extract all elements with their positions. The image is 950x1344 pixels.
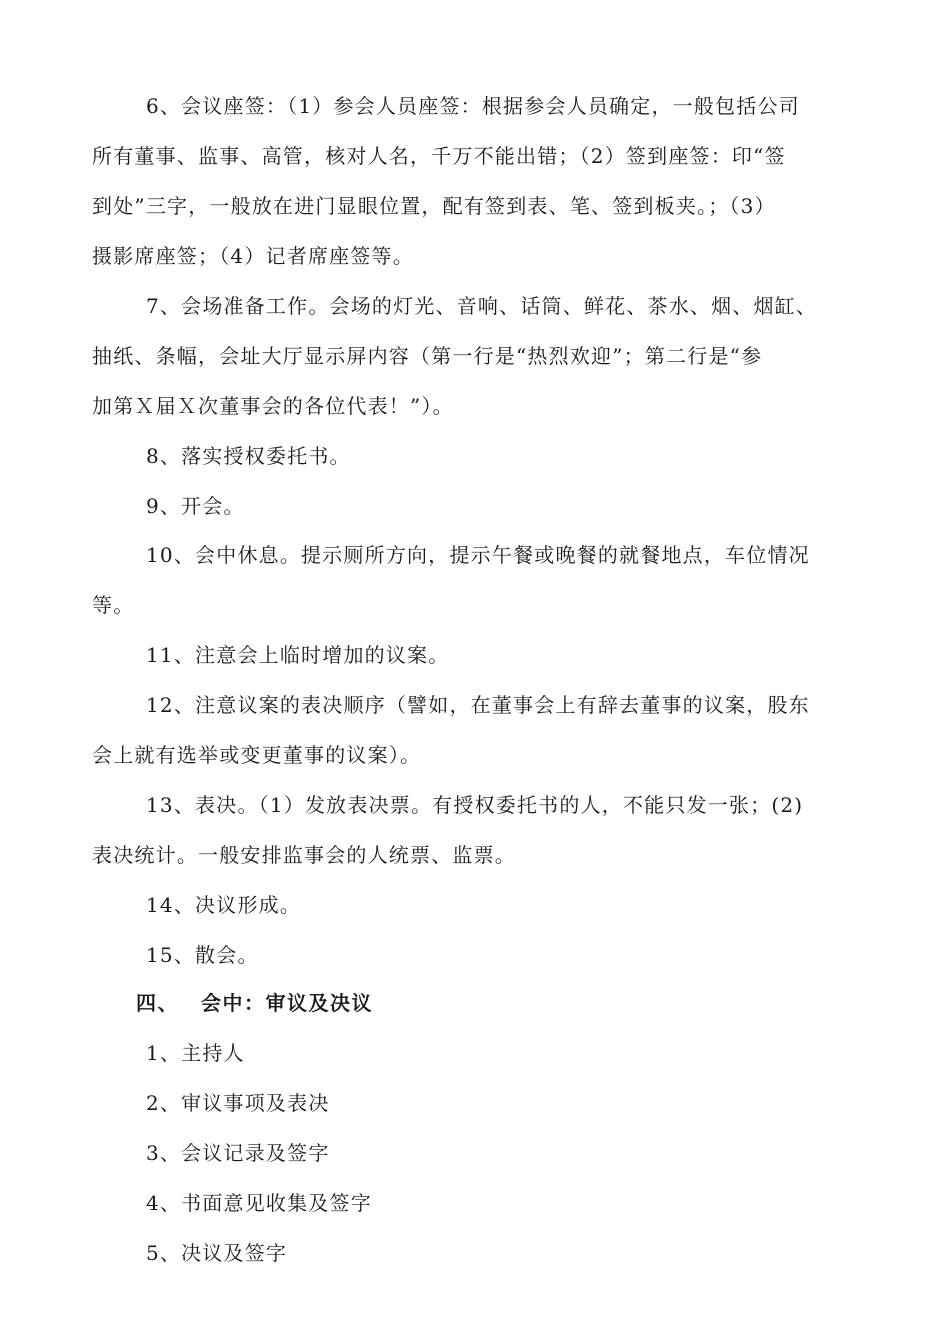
- section-heading: [136, 988, 896, 1018]
- paragraph-line: 8、落实授权委托书。: [146, 444, 351, 468]
- paragraph-line: 10、会中休息。提示厕所方向，提示午餐或晚餐的就餐地点，车位情况: [146, 543, 810, 567]
- paragraph-line: 11、注意会上临时增加的议案。: [146, 643, 450, 667]
- list-item: 1、主持人: [146, 1041, 245, 1065]
- paragraph-line: 等。: [92, 593, 135, 617]
- paragraph-line: 抽纸、条幅，会址大厅显示屏内容（第一行是“热烈欢迎”；第二行是“参: [92, 344, 763, 368]
- paragraph-line: 表决统计。一般安排监事会的人统票、监票。: [92, 843, 516, 867]
- paragraph-line: 会上就有选举或变更董事的议案）。: [92, 743, 422, 767]
- paragraph-line: 所有董事、监事、高管，核对人名，千万不能出错；（2）签到座签：印“签: [92, 144, 786, 168]
- paragraph-line: 摄影席座签；（4）记者席座签等。: [92, 244, 414, 268]
- section-heading-number: 四、: [136, 991, 179, 1015]
- paragraph-line: 7、会场准备工作。会场的灯光、音响、话筒、鲜花、茶水、烟、烟缸、: [146, 294, 818, 318]
- paragraph-line: 15、散会。: [146, 943, 259, 967]
- paragraph-line: 9、开会。: [146, 494, 245, 518]
- list-item: 3、会议记录及签字: [146, 1141, 330, 1165]
- list-item: 2、审议事项及表决: [146, 1091, 330, 1115]
- paragraph-line: 13、表决。（1）发放表决票。有授权委托书的人，不能只发一张；(2): [146, 793, 804, 817]
- paragraph-line: 加第Ｘ届Ｘ次董事会的各位代表！”）。: [92, 394, 454, 418]
- list-item: 4、书面意见收集及签字: [146, 1191, 372, 1215]
- paragraph-line: 到处”三字，一般放在进门显眼位置，配有签到表、笔、签到板夹。；（3）: [92, 194, 776, 218]
- section-heading-title: 会中：审议及决议: [201, 991, 373, 1015]
- list-item: 5、决议及签字: [146, 1241, 288, 1265]
- paragraph-line: 14、决议形成。: [146, 893, 302, 917]
- paragraph-line: 12、注意议案的表决顺序（譬如，在董事会上有辞去董事的议案，股东: [146, 693, 810, 717]
- paragraph-line: 6、会议座签：（1）参会人员座签：根据参会人员确定，一般包括公司: [146, 94, 800, 118]
